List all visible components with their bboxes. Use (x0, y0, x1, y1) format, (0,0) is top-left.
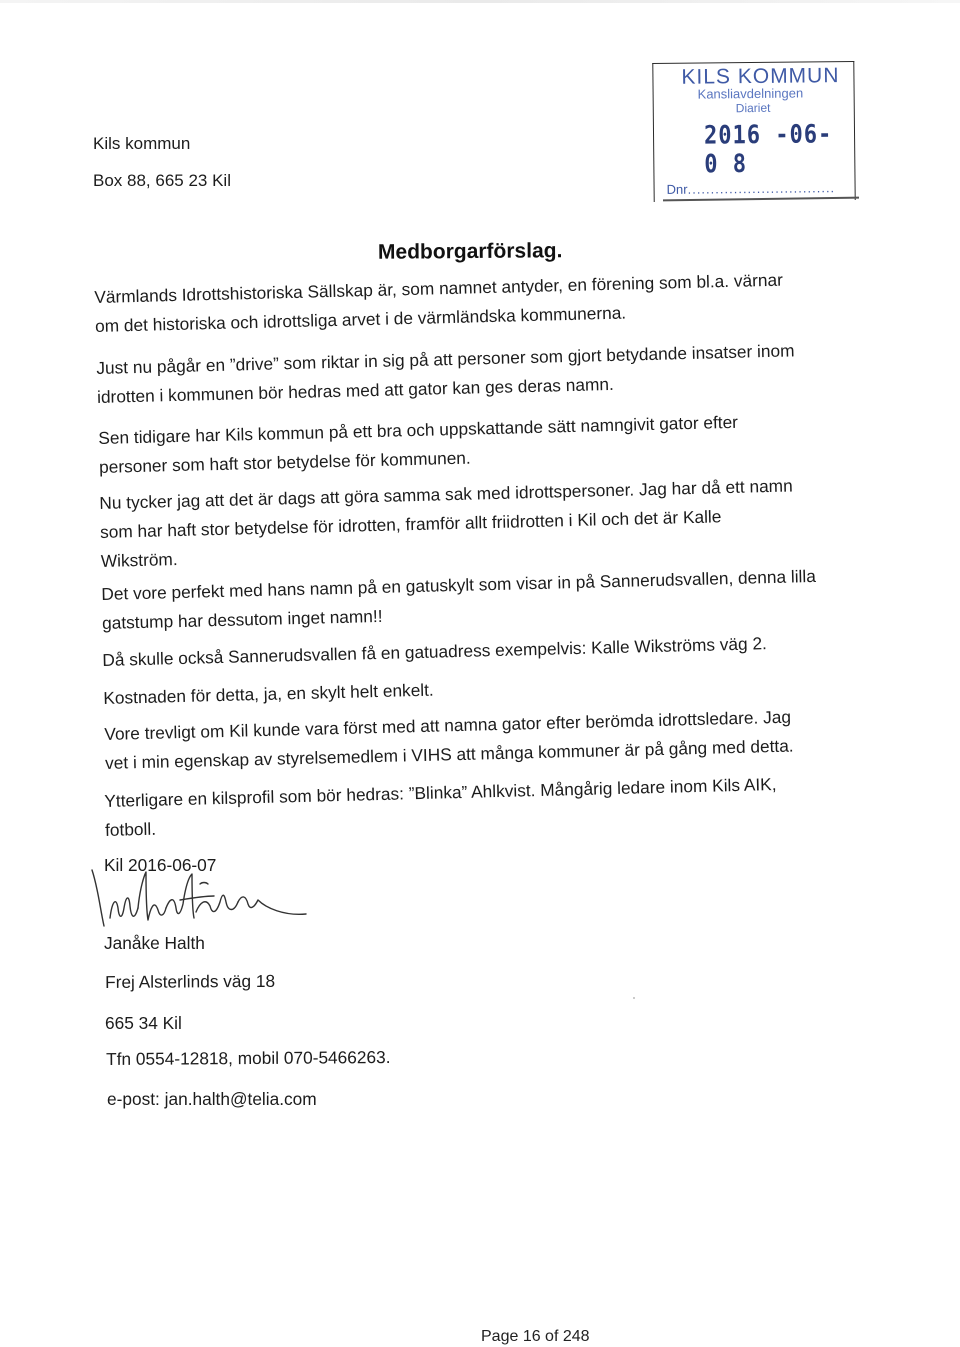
paragraph-8 (104, 703, 794, 778)
place-and-date: Kil 2016-06-07 (104, 855, 217, 875)
signer-street: Frej Alsterlinds väg 18 (105, 970, 276, 992)
paragraph-line: Vore trevligt om Kil kunde vara först med att namna gator efter berömda idrottsledare. Jag (104, 706, 792, 744)
stamp-dnr (667, 180, 836, 197)
scan-edge (0, 0, 960, 3)
paragraph-line: idrotten i kommunen bör hedras med att gator kan ges deras namn. (96, 373, 614, 407)
signer-name: Janåke Halth (104, 933, 205, 953)
reception-stamp (652, 61, 855, 202)
paragraph-5 (101, 562, 817, 638)
paragraph-line: Wikström. (100, 549, 178, 571)
paragraph-line: Det vore perfekt med hans namn på en gatuskylt som visar in på Sannerudsvallen, denna lilla (101, 565, 817, 604)
scan-speck (633, 997, 635, 999)
signer-phone: Tfn 0554-12818, mobil 070-5466263. (106, 1047, 391, 1069)
recipient-address: Box 88, 665 23 Kil (93, 171, 231, 190)
paragraph-line: Just nu pågår en ”drive” som riktar in sig på att personer som gjort betydande insatser inom (96, 340, 795, 378)
stamp-department: Kansliavdelningen (697, 85, 804, 102)
stamp-dnr-dots: ................................ (687, 180, 836, 197)
paragraph-line: som har haft stor betydelse för idrotten, framför allt friidrotten i Kil och det är Kalle (99, 506, 722, 542)
paragraph-line: fotboll. (104, 818, 157, 840)
paragraph-4 (99, 471, 795, 576)
stamp-dnr-label: Dnr (666, 181, 688, 197)
stamp-date: 2016 -06- 0 8 (703, 120, 833, 180)
paragraph-line: Nu tycker jag att det är dags att göra samma sak med idrottspersoner. Jag har då ett namn (99, 475, 793, 513)
paragraph-line: vet i min egenskap av styrelsemedlem i VIHS att många kommuner är på gång med detta. (104, 735, 794, 773)
paragraph-line: gatstump har dessutom inget namn!! (101, 605, 383, 633)
stamp-title: KILS KOMMUN (681, 64, 840, 89)
paragraph-line: Värmlands Idrottshistoriska Sällskap är, som namnet antyder, en förening som bl.a. värnar (94, 269, 784, 307)
paragraph-3 (98, 408, 739, 482)
signer-email: e-post: jan.halth@telia.com (107, 1089, 317, 1109)
paragraph-1 (94, 266, 784, 341)
paragraph-7 (103, 676, 434, 713)
stamp-register: Diariet (735, 100, 771, 116)
paragraph-line: Sen tidigare har Kils kommun på ett bra och uppskattande sätt namngivit gator efter (98, 411, 739, 448)
paragraph-6 (102, 629, 767, 675)
paragraph-2 (96, 336, 796, 412)
document-heading: Medborgarförslag. (377, 239, 563, 264)
signer-postal: 665 34 Kil (105, 1013, 182, 1033)
paragraph-line: Ytterligare en kilsprofil som bör hedras: ”Blinka” Ahlkvist. Mångårig ledare inom Kils AIK, (104, 773, 777, 811)
paragraph-line: om det historiska och idrottsliga arvet i de värmländska kommunerna. (94, 302, 627, 336)
recipient-name: Kils kommun (93, 134, 191, 153)
paragraph-9 (104, 770, 778, 845)
paragraph-line: Då skulle också Sannerudsvallen få en gatuadress exempelvis: Kalle Wikströms väg 2. (102, 633, 768, 670)
page-number: Page 16 of 248 (481, 1328, 590, 1345)
paragraph-line: Kostnaden för detta, ja, en skylt helt enkelt. (103, 679, 434, 708)
paragraph-line: personer som haft stor betydelse för kommunen. (98, 447, 471, 477)
